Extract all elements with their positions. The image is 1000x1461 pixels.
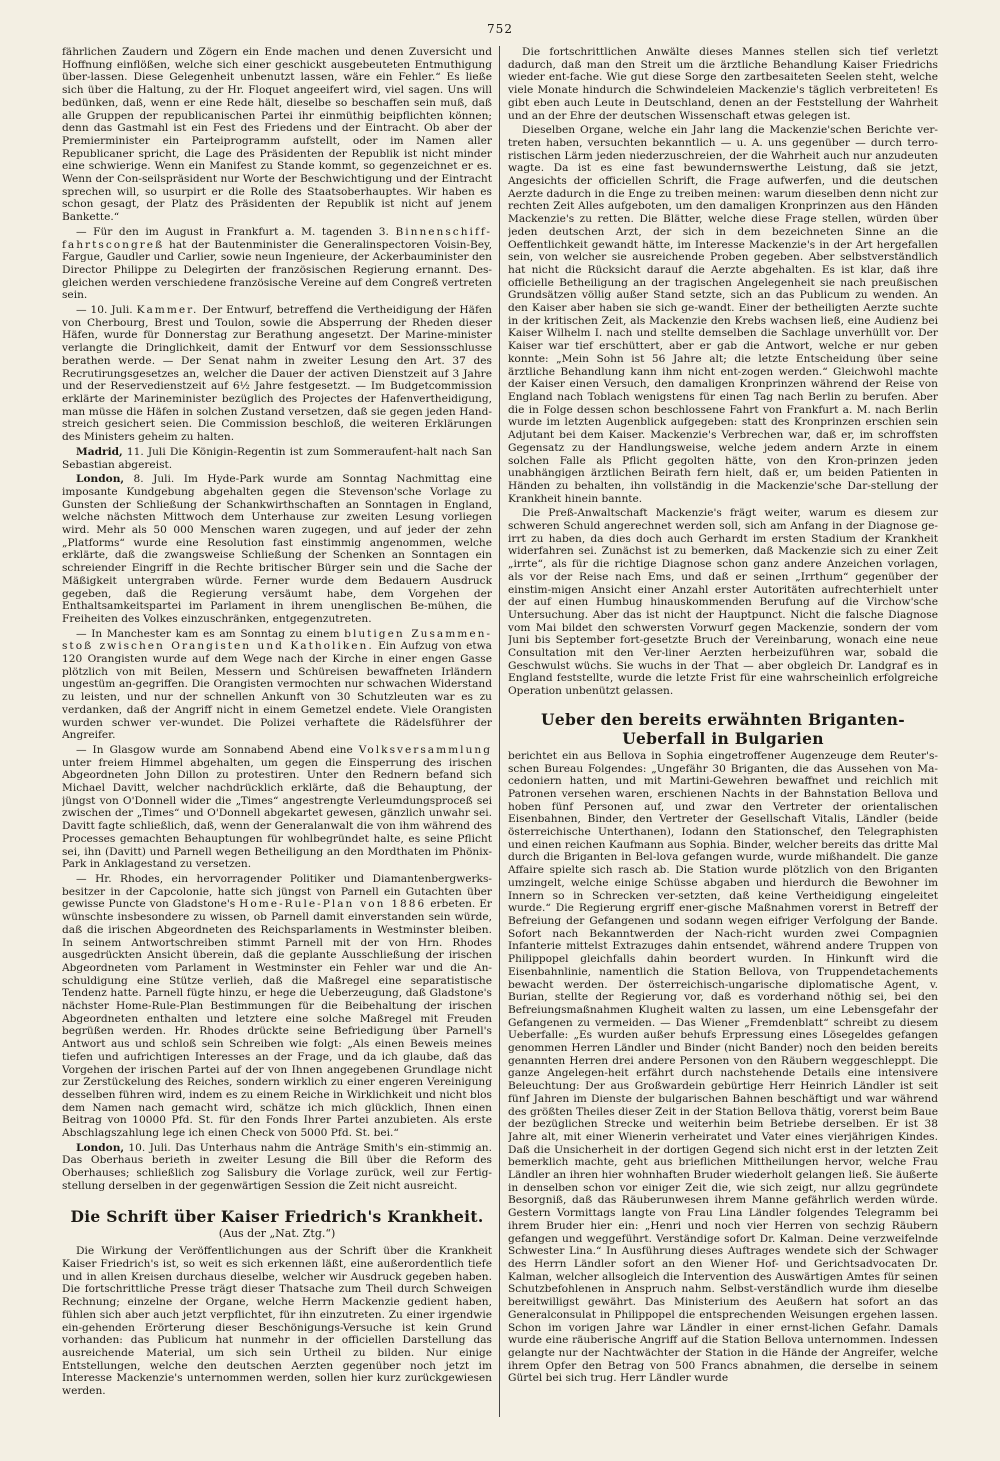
spaced-term: blutigen Zusammen-stoß zwischen Orangisten und Katholiken. [62, 627, 492, 653]
paragraph-binnenschiff [62, 226, 492, 302]
lead-text: — Hr. Rhodes, ein hervorragender Politiker und Diamantenbergwerks-besitzer in der Capcolonie, hatte sich jüngst von Parnell ein Gutachten über gewisse Puncte von Gladstone's [62, 873, 492, 911]
dateline-place: London, [76, 1141, 125, 1154]
body-text: Die Königin-Regentin ist zum Sommeraufent-halt nach San Sebastian abgereist. [62, 445, 492, 471]
body-text: Im Hyde-Park wurde am Sonntag Nachmittag eine imposante Kundgebung abgehalten gegen die Stevenson'sche Vorlage zu Gunsten der Schließung der Schankwirthschaften an Sonntagen in England, welche nächsten Mittwoch dem Unterhause zur zweiten Lesung vorliegen wird. Mehr als 50 000 Menschen waren zugegen, und auf jeder der zehn „Platforms“ wurde eine Resolution fast einstimmig angenommen, welche erklärte, daß die zwangsweise Schließung der Schenken an Sonntagen ein schreiender Eingriff in die Rechte britischer Bürger sein und die Sache der Mäßigkeit untergraben würde. Ferner wurde dem Bedauern Ausdruck gegeben, daß die Regierung versäumt habe, dem Vorgehen der Enthaltsamkeitspartei im Parlament in ihrem unenglischen Be-mühen, die Freiheiten des Volkes einzuschränken, entgegenzutreten. [62, 473, 492, 625]
article-paragraph: Die Wirkung der Veröffentlichungen aus der Schrift über die Krankheit Kaiser Friedrich's ist, so weit es sich erkennen läßt, eine außerordentlich tiefe und in allen Kreisen durchaus dieselbe, welcher wir Ausdruck gegeben haben. Die fortschrittliche Presse trägt dieser Thatsache zum Theil durch Schweigen Rechnung; einzelne der Organe, welche Herrn Mackenzie gedient haben, fühlen sich aber auch jetzt verpflichtet, für ihn einzutreten. Zu einer irgendwie ein-gehenden Erörterung dieser Beschönigungs-Versuche ist kein Grund vorhanden: das Publicum hat nunmehr in der officiellen Darstellung das ausreichende Material, um sich sein Urtheil zu bilden. Nur einige Entstellungen, welche den deutschen Aerzten gegenüber noch jetzt im Interesse Mackenzie's unternommen werden, sollen hier kurz zurückgewiesen werden. [62, 1245, 492, 1398]
body-text: erbeten. Er wünschte insbesondere zu wissen, ob Parnell damit einverstanden sein würde, daß die irischen Abgeordneten des Reichsparlaments in Westminster bleiben. In seinem Antwortschreiben stimmt Parnell mit der von Hrn. Rhodes ausgedrückten Ansicht überein, daß die geplante Ausschließung der irischen Abgeordneten vom Parlament in Westminster ein Fehler war und die An-schuldigung eine Stütze verlieh, daß die Maßregel eine separatistische Tendenz hatte. Parnell fügte hinzu, er hege die Ueberzeugung, daß Gladstone's nächster Home-Rule-Plan Bestimmungen für die Beibehaltung der irischen Abgeordneten enthalten und letztere eine solche Maßregel mit Freuden begrüßen werden. Hr. Rhodes drückte seine Befriedigung über Parnell's Antwort aus und schloß sein Schreiben wie folgt: „Als einen Beweis meines tiefen und aufrichtigen Interesses an der Frage, und da ich glaube, daß das Vorgehen der irischen Partei auf der von Ihnen angegebenen Grundlage nicht zur Zerstückelung des Reiches, sondern wirklich zu einer engeren Vereinigung desselben führen wird, indem es zu einem Reiche in Wirklichkeit und nicht blos dem Namen nach gemacht wird, schätze ich mich glücklich, Ihnen einen Beitrag von 10000 Pfd. St. für den Fonds Ihrer Partei anzubieten. Als erste Abschlagszahlung lege ich einen Check von 5000 Pfd. St. bei.“ [62, 898, 492, 1140]
dateline-date: 10. Juli. [128, 1141, 171, 1154]
column-divider [499, 46, 500, 1417]
body-text: Ein Aufzug von etwa 120 Orangisten wurde auf dem Wege nach der Kirche in einer engen Gasse plötzlich von mit Beilen, Messern und Schüreisen bewaffneten Irländern ungestüm an-gegriffen. Die Orangisten vermochten nur schwachen Widerstand zu leisten, und nur der schnellen Ankunft von 30 Schutzleuten war es zu verdanken, daß der Angriff nicht in einem Gemetzel endete. Viele Orangisten wurden schwer ver-wundet. Die Polizei verhaftete die Rädelsführer der Angreifer. [62, 640, 492, 742]
paragraph-anwaelte: Die fortschrittlichen Anwälte dieses Mannes stellen sich tief verletzt dadurch, daß man den Streit um die ärztliche Behandlung Kaiser Friedrichs wieder ent-fache. Wie gut diese Sorge den zartbesaiteten Seelen steht, welche viele Monate hindurch die Schwindeleien Mackenzie's täglich verbreiteten! Es gibt eben auch Leute in Deutschland, denen an der Feststellung der Wahrheit und an der Ehre der deutschen Wissenschaft etwas gelegen ist. [508, 46, 938, 122]
spaced-term: Volksversammlung [358, 743, 492, 756]
body-text: hat der Bautenminister die Generalinspectoren Voisin-Bey, Fargue, Gaudler und Carlier, sowie neun Ingenieure, der Ackerbauminister den Director Philippe zu Delegirten der französischen Regierung ernannt. Des-gleichen werden verschiedene französische Vereine auf dem Congreß vertreten sein. [62, 238, 492, 302]
paragraph-london-1 [62, 473, 492, 625]
dateline-place: London, [76, 473, 125, 486]
lead-text: — 10. Juli. [76, 304, 133, 317]
lead-text: — Für den im August in Frankfurt a. M. tagenden 3. [76, 225, 389, 238]
paragraph-diagnose: Die Preß-Anwaltschaft Mackenzie's frägt weiter, warum es diesem zur schweren Schuld angerechnet werden soll, sich am Anfang in der Diagnose ge-irrt zu haben, da dies doch auch Gerhardt im ersten Stadium der Krankheit widerfahren sei. Zunächst ist zu bemerken, daß Mackenzie sich zu einer Zeit „irrte“, als für die richtige Diagnose schon ganz andere Anzeichen vorlagen, als vor der Reise nach Ems, und daß er seinen „Irrthum“ gegenüber der einstim-migen Ansicht einer Anzahl erster Autoritäten aufrechterhielt unter der auf einen Humbug hinauskommenden Berufung auf die Virchow'sche Untersuchung. Aber das ist nicht der Hauptpunct. Nicht die falsche Diagnose vom Mai bildet den schwersten Vorwurf gegen Mackenzie, sondern der vom Juni bis September fort-gesetzte Bruch der Vereinbarung, wonach eine neue Consultation mit den Ver-liner Aerzten herbeizuführen war, sobald die Geschwulst wüchs. Sie wuchs in der That — aber obgleich Dr. Landgraf es in England feststellte, wurde die letzte Frist für eine wahrscheinlich erfolgreiche Operation unbenützt gelassen. [508, 507, 938, 698]
spaced-term: Kammer. [136, 304, 199, 317]
article-paragraph: berichtet ein aus Bellova in Sophia eingetroffener Augenzeuge dem Reuter's-schen Bureau Folgendes: „Ungefähr 30 Briganten, die das Aussehen von Ma-cedoniern hatten, und mit Martini-Gewehren bewaffnet und reichlich mit Patronen versehen waren, erschienen Nachts in der Bahnstation Bellova und hoben fünf Personen auf, und zwar den Vertreter der orientalischen Eisenbahnen, Binder, den Vertreter der Gesellschaft Vitalis, Ländler (beide österreichische Unterthanen), Iodann den Stationschef, den Telegraphisten und einen reichen Kaufmann aus Sophia. Binder, welcher bereits das dritte Mal durch die Briganten in Bel-lova gefangen wurde, wurde mißhandelt. Die ganze Affaire spielte sich rasch ab. Die Station wurde plötzlich von den Briganten umzingelt, welche einige Schüsse abgaben und hierdurch die Bewohner im Innern so in Schrecken ver-setzten, daß keine Vertheidigung eingeleitet wurde.“ Die Regierung ergriff ener-gische Maßnahmen vorerst in Betreff der Befreiung der Gefangenen und sodann wegen eifriger Verfolgung der Bande. Sofort nach Bekanntwerden der Nach-richt wurden zwei Compagnien Infanterie mittelst Extrazuges dahin entsendet, während andere Truppen von Philippopel gleichfalls dahin beordert wurden. In Hinkunft wird die Eisenbahnlinie, namentlich die Station Bellova, von Truppendetachements bewacht werden. Der österreichisch-ungarische diplomatische Agent, v. Burian, stellte der Regierung vor, daß es vorderhand nöthig sei, bei den Befreiungsmaßnahmen Klugheit walten zu lassen, um eine Lebensgefahr der Gefangenen zu vermeiden. — Das Wiener „Fremdenblatt“ schreibt zu diesem Ueberfalle: „Es wurden außer behufs Erpressung eines Lösegeldes gefangen genommen Herren Ländler und Binder (nicht Bander) noch den beiden bereits genannten Herren drei andere Personen von den Räubern weggeschleppt. Die ganze Angelegen-heit erfährt durch nachstehende Details eine intensivere Beleuchtung: Der aus Großwardein gebürtige Herr Heinrich Ländler ist seit fünf Jahren im Dienste der bulgarischen Bahnen beschäftigt und war während des größten Theiles dieser Zeit in der Station Bellova thätig, vorerst beim Baue der bezüglichen Strecke und weiterhin beim Betriebe derselben. Er ist 38 Jahre alt, mit einer Wienerin verheiratet und Vater eines vierjährigen Kindes. Daß die Unsicherheit in der dortigen Gegend sich nicht erst in der letzten Zeit bemerklich machte, geht aus brieflichen Mittheilungen hervor, welche Frau Ländler an ihren hier wohnhaften Bruder wiederholt gelangen ließ. Sie äußerte in denselben schon vor einiger Zeit die, wie sich zeigt, nur allzu gegründete Besorgniß, daß das Räuberunwesen ihrem Manne gefährlich werden würde. Gestern Vormittags langte von Frau Lina Ländler folgendes Telegramm bei ihrem Bruder hier ein: „Henri und noch vier Herren von sechzig Räubern gefangen und weggeführt. Verständige sofort Dr. Kalman. Deine verzweifelnde Schwester Lina.“ In Ausführung dieses Auftrages wendete sich der Schwager des Herrn Ländler sofort an den Wiener Hof- und Gerichtsadvocaten Dr. Kalman, welcher allsogleich die Intervention des Auswärtigen Amtes für seinen Schutzbefohlenen in Anspruch nahm. Selbst-verständlich wurde ihm dieselbe bereitwilligst gewährt. Das Ministerium des Aeußern hat sofort an das Generalconsulat in Philippopel die entsprechenden Weisungen ergehen lassen. Schon im vorigen Jahre war Ländler in einer ernst-lichen Gefahr. Damals wurde eine räuberische Angriff auf die Station Bellova unternommen. Indessen gelangte nur der Nachtwächter der Station in die Hände der Angreifer, welche ihrem Opfer den Betrag von 500 Francs abnahmen, die derselbe in seinem Gürtel bei sich trug. Herr Ländler wurde [508, 749, 938, 1385]
spaced-term: Home-Rule-Plan von 1886 [239, 898, 427, 911]
dateline-place: Madrid, [76, 445, 123, 458]
article-headline-kaiser-friedrich: Die Schrift über Kaiser Friedrich's Krankheit. [70, 1206, 484, 1226]
paragraph-london-2 [62, 1142, 492, 1193]
spaced-term: Binnenschiff-fahrtscongreß [62, 225, 492, 251]
paragraph-rhodes [62, 873, 492, 1140]
paragraph-glasgow [62, 744, 492, 871]
paragraph-madrid [62, 446, 492, 471]
body-text: Der Entwurf, betreffend die Vertheidigung der Häfen von Cherbourg, Brest und Toulon, sowie die Absperrung der Rheden dieser Häfen, wurde für Donnerstag zur Berathung angesetzt. Der Marine-minister verlangte die Dringlichkeit, damit der Entwurf vor dem Sessionsschlusse berathen werde. — Der Senat nahm in zweiter Lesung den Art. 37 des Recrutirungsgesetzes an, welcher die Dauer der activen Dienstzeit auf 3 Jahre und der Reservedienstzeit auf 6½ Jahre festgesetzt. — Im Budgetcommission erklärte der Marineminister bezüglich des Projectes der Hafenvertheidigung, man müsse die Häfen in solchen Zustand versetzen, daß sie gegen jeden Hand-streich gesichert seien. Die Commission beschloß, die weiteren Erklärungen des Ministers geheim zu halten. [62, 304, 492, 444]
body-text: unter freiem Himmel abgehalten, um gegen die Einsperrung des irischen Abgeordneten John Dillon zu protestiren. Unter den Rednern befand sich Michael Davitt, welcher nachdrücklich erklärte, daß die Behauptung, der jüngst von O'Donnell wider die „Times“ angestrengte Verleumdungsproceß sei zwischen der „Times“ und O'Donnell abgekartet gewesen, gänzlich unwahr sei. Davitt fagte schließlich, daß, wenn der Generalanwalt die von ihm während des Processes gemachten Behauptungen für wohlbegründet halte, es seine Pflicht sei, ihn (Davitt) und Parnell wegen Betheiligung an den Mordthaten im Phönix-Park in Anklagestand zu versetzen. [62, 756, 492, 871]
right-column [508, 46, 938, 1417]
paragraph-continuation: fährlichen Zaudern und Zögern ein Ende machen und denen Zuversicht und Hoffnung einflößen, welche sich einer geschickt ausgebeuteten Entmuthigung über-lassen. Diese Gelegenheit unbenutzt lassen, wäre ein Fehler.“ Es ließe sich über die Haltung, zu der Hr. Floquet angeeifert wird, viel sagen. Uns will bedünken, daß, wenn er eine Rede hält, dieselbe so beschaffen sein muß, daß alle Gruppen der republicanischen Partei ihr einmüthig beipflichten können; denn das Gastmahl ist ein Fest des Friedens und der Eintracht. Ob aber der Premierminister ein Parteiprogramm aufstellt, oder im Namen aller Republicaner spricht, die Lage des Präsidenten der Republik ist nicht minder eine schwierige. Wenn ein Manifest zu Stande kommt, so gegenzeichnet er es. Wenn der Con-seilspräsident nur Worte der Beschwichtigung und der Eintracht sprechen will, so usurpirt er die Rolle des Staatsoberhauptes. Wir haben es schon gesagt, der Platz des Präsidenten der Republik ist nicht auf jenem Bankette.“ [62, 46, 492, 224]
paragraph-kammer [62, 304, 492, 444]
article-headline-briganten: Ueber den bereits erwähnten Briganten-Ueberfall in Bulgarien [541, 709, 905, 748]
lead-text: — In Manchester kam es am Sonntag zu einem [76, 627, 340, 640]
page-number: 752 [487, 22, 513, 36]
paragraph-manchester [62, 628, 492, 742]
dateline-date: 11. Juli [126, 445, 166, 458]
body-text: Das Unterhaus nahm die Anträge Smith's ein-stimmig an. Das Oberhaus berieth in zweiter Lesung die Bill über die Reform des Oberhauses; schließlich zog Salisbury die Vorlage zurück, weil zur Fertig-stellung derselben in der gegenwärtigen Session die Zeit nicht ausreicht. [62, 1141, 492, 1192]
left-column [62, 46, 492, 1417]
dateline-date: 8. Juli. [133, 473, 175, 486]
lead-text: — In Glasgow wurde am Sonnabend Abend eine [76, 743, 353, 756]
article-source: (Aus der „Nat. Ztg.“) [218, 1226, 336, 1240]
paragraph-organe: Dieselben Organe, welche ein Jahr lang die Mackenzie'schen Berichte ver-treten haben, versuchten bekanntlich — u. A. uns gegenüber — durch terro-ristischen Lärm jeden niederzuschreien, der die Wahrheit auch nur anzudeuten wagte. Da ist es eine fast bewundernswerthe Leistung, daß sie jetzt, Angesichts der officiellen Schrift, die Frage aufwerfen, und die deutschen Aerzte dadurch in die Enge zu treiben meinen: warum dieselben denn nicht zur rechten Zeit Alles aufgeboten, um den damaligen Kronprinzen aus den Händen Mackenzie's zu retten. Die Blätter, welche diese Frage stellen, würden über jeden deutschen Arzt, der sich in dem bezeichneten Sinne an die Oeffentlichkeit gewandt hätte, im Interesse Mackenzie's in der Art hergefallen sein, von welcher sie ausreichende Proben gegeben. Aber selbstverständlich hat nicht die Rücksicht darauf die Aerzte abgehalten. Es ist klar, daß ihre officielle Betheiligung an der tragischen Angelegenheit sie nach preußischen Grundsätzen völlig außer Stand setzte, sich an das Publicum zu wenden. An den Kaiser aber haben sie sich ge-wandt. Einer der betheiligten Aerzte suchte in der kritischen Zeit, als Mackenzie den Krebs wachsen ließ, eine Audienz bei Kaiser Wilhelm I. nach und stellte demselben die Sachlage unverhüllt vor. Der Kaiser war tief erschüttert, aber er gab die Antwort, welche er nur geben konnte: „Mein Sohn ist 56 Jahre alt; die letzte Entscheidung über seine ärztliche Behandlung kann ihm nicht ent-zogen werden.“ Gleichwohl machte der Kaiser einen Versuch, den damaligen Kronprinzen während der Reise von England nach Toblach wenigstens für einen Tag nach Berlin zu berufen. Aber die in Folge dessen schon beschlossene Fahrt von Frankfurt a. M. nach Berlin wurde im letzten Augenblick aufgegeben: statt des Kronprinzen erschien sein Adjutant bei dem Kaiser. Mackenzie's Verbrechen war, daß er, im schroffsten Gegensatz zu der Handlungsweise, welche jedem andern Arzte in einem solchen Falle als Pflicht gegolten hätte, von den Kron-prinzen jeden unabhängigen ärztlichen Beirath fern hielt, daß er, um beiden Patienten in Händen zu behalten, ihn vollständig in die Mackenzie'sche Dar-stellung der Krankheit hinein bannte. [508, 124, 938, 505]
